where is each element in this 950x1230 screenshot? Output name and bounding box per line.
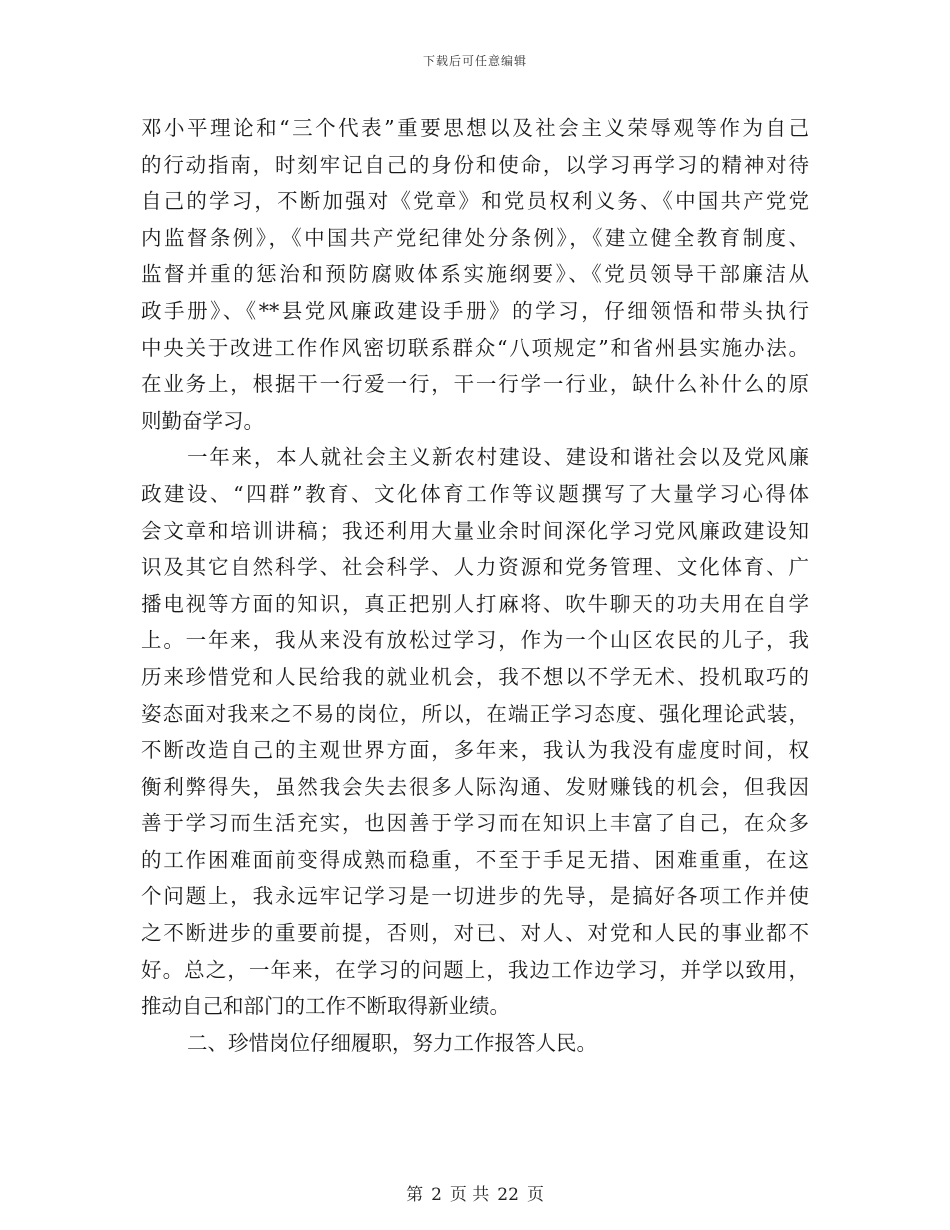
text-line: 推动自己和部门的工作不断取得新业绩。 <box>141 994 510 1019</box>
text-line: 善于学习而生活充实，也因善于学习而在知识上丰富了自己，在众多 <box>141 811 809 836</box>
text-line: 一年来，本人就社会主义新农村建设、建设和谐社会以及党风廉 <box>187 445 809 470</box>
text-line: 政建设、“四群”教育、文化体育工作等议题撰写了大量学习心得体 <box>141 481 809 506</box>
text-line: 监督并重的惩治和预防腐败体系实施纲要》、《党员领导干部廉洁从 <box>141 262 809 287</box>
text-line: 会文章和培训讲稿；我还利用大量业余时间深化学习党风廉政建设知 <box>141 518 809 543</box>
page-header: 下载后可任意编辑 <box>422 54 527 68</box>
text-line: 内监督条例》，《中国共产党纪律处分条例》，《建立健全教育制度、 <box>141 225 809 250</box>
text-line: 在业务上，根据干一行爱一行，干一行学一行业，缺什么补什么的原 <box>141 372 809 397</box>
text-line: 衡利弊得失，虽然我会失去很多人际沟通、发财赚钱的机会，但我因 <box>141 774 809 799</box>
text-line: 二、珍惜岗位仔细履职，努力工作报答人民。 <box>187 1030 597 1055</box>
text-line: 之不断进步的重要前提，否则，对已、对人、对党和人民的事业都不 <box>141 921 809 946</box>
text-line: 的行动指南，时刻牢记自己的身份和使命，以学习再学习的精神对待 <box>141 152 809 177</box>
text-line: 历来珍惜党和人民给我的就业机会，我不想以不学无术、投机取巧的 <box>141 664 809 689</box>
text-line: 邓小平理论和“三个代表”重要思想以及社会主义荣辱观等作为自己 <box>141 116 809 140</box>
text-line: 个问题上，我永远牢记学习是一切进步的先导，是搞好各项工作并使 <box>141 884 809 909</box>
page-footer <box>0 1180 950 1205</box>
text-line: 播电视等方面的知识，真正把别人打麻将、吹牛聊天的功夫用在自学 <box>141 591 809 616</box>
document-body <box>141 110 809 1061</box>
text-line: 姿态面对我来之不易的岗位，所以，在端正学习态度、强化理论武装， <box>141 701 809 726</box>
text-line: 则勤奋学习。 <box>141 408 264 433</box>
text-line: 自己的学习，不断加强对《党章》和党员权利义务、《中国共产党党 <box>141 189 809 214</box>
text-line: 好。总之，一年来，在学习的问题上，我边工作边学习，并学以致用， <box>141 957 809 982</box>
text-line: 中央关于改进工作作风密切联系群众“八项规定”和省州县实施办法。 <box>141 335 809 360</box>
text-line: 上。一年来，我从来没有放松过学习，作为一个山区农民的儿子，我 <box>141 628 809 653</box>
footer-suffix: 页 <box>526 1185 544 1205</box>
text-line: 不断改造自己的主观世界方面，多年来，我认为我没有虚度时间，权 <box>141 738 809 763</box>
footer-prefix: 第 <box>406 1185 424 1205</box>
text-line: 的工作困难面前变得成熟而稳重，不至于手足无措、困难重重，在这 <box>141 847 809 872</box>
footer-page-number: 2 <box>431 1185 442 1205</box>
text-line: 识及其它自然科学、社会科学、人力资源和党务管理、文化体育、广 <box>141 555 809 580</box>
footer-middle: 页 共 <box>449 1185 490 1205</box>
text-line: 政手册》、《**县党风廉政建设手册》的学习，仔细领悟和带头执行 <box>141 298 809 323</box>
footer-total-pages: 22 <box>497 1185 519 1205</box>
